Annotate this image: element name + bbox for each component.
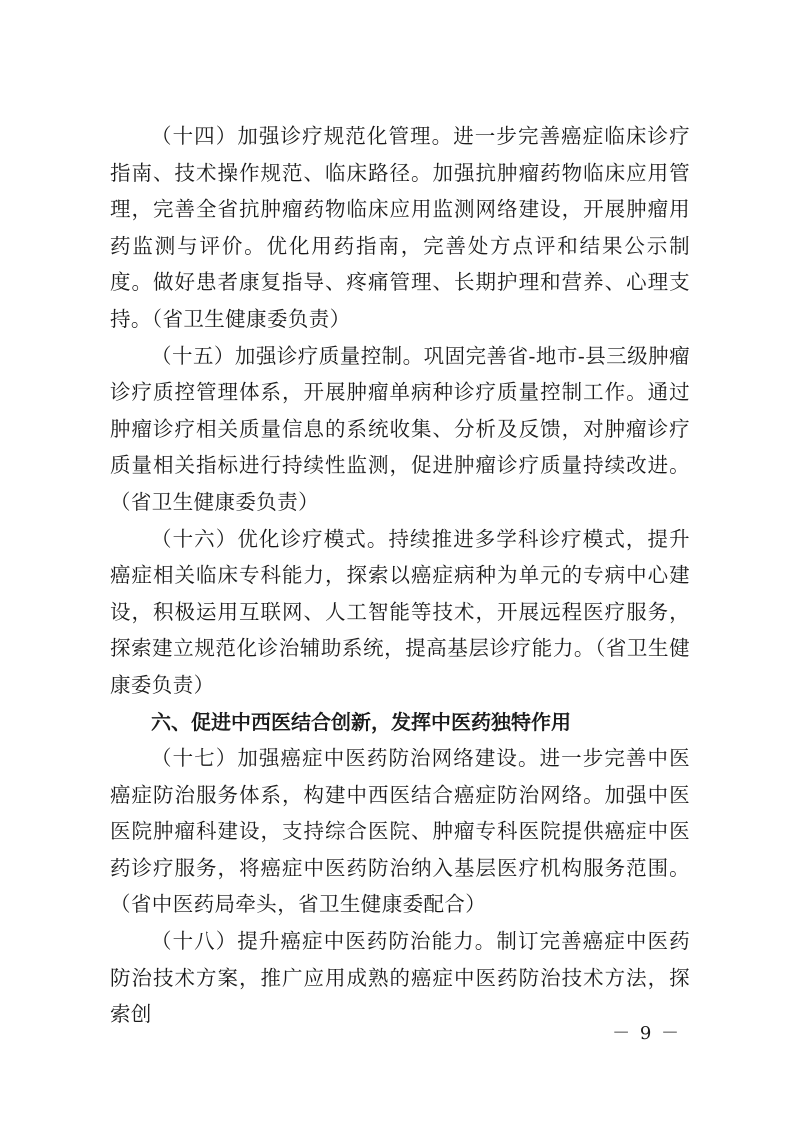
document-body: [110, 118, 690, 1033]
paragraph-18: （十八）提升癌症中医药防治能力。制订完善癌症中医药防治技术方案，推广应用成熟的癌症中医药防治技术方法，探索创: [110, 929, 690, 1027]
paragraph-17: （十七）加强癌症中医药防治网络建设。进一步完善中医癌症防治服务体系，构建中西医结合癌症防治网络。加强中医医院肿瘤科建设，支持综合医院、肿瘤专科医院提供癌症中医药诊疗服务，将癌症中医药防治纳入基层医疗机构服务范围。（省中医药局牵头，省卫生健康委配合）: [110, 746, 690, 917]
section-heading-6: 六、促进中西医结合创新，发挥中医药独特作用: [151, 709, 571, 734]
paragraph-15: （十五）加强诊疗质量控制。巩固完善省-地市-县三级肿瘤诊疗质控管理体系，开展肿瘤单病种诊疗质量控制工作。通过肿瘤诊疗相关质量信息的系统收集、分析及反馈，对肿瘤诊疗质量相关指标进行持续性监测，促进肿瘤诊疗质量持续改进。（省卫生健康委负责）: [110, 343, 690, 514]
page-number: － 9 －: [612, 1023, 681, 1044]
paragraph-16: （十六）优化诊疗模式。持续推进多学科诊疗模式，提升癌症相关临床专科能力，探索以癌症病种为单元的专病中心建设，积极运用互联网、人工智能等技术，开展远程医疗服务，探索建立规范化诊治辅助系统，提高基层诊疗能力。（省卫生健康委负责）: [110, 526, 690, 697]
paragraph-14: （十四）加强诊疗规范化管理。进一步完善癌症临床诊疗指南、技术操作规范、临床路径。加强抗肿瘤药物临床应用管理，完善全省抗肿瘤药物临床应用监测网络建设，开展肿瘤用药监测与评价。优化用药指南，完善处方点评和结果公示制度。做好患者康复指导、疼痛管理、长期护理和营养、心理支持。（省卫生健康委负责）: [110, 124, 690, 331]
